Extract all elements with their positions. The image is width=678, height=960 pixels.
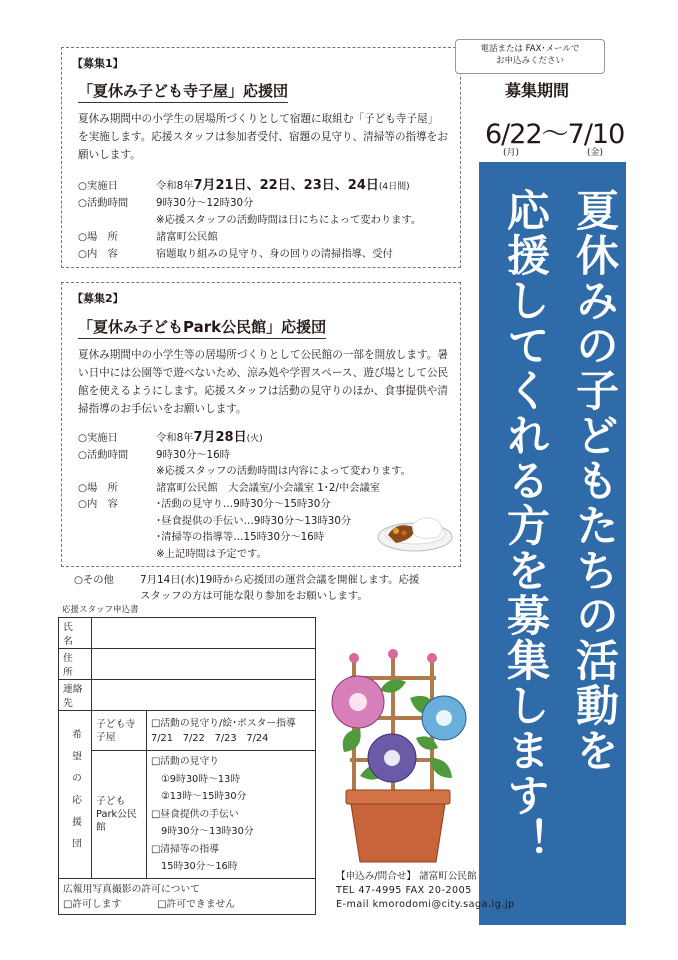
detail-key: ○内 容 — [78, 248, 118, 260]
contact-label: 連絡先 — [59, 680, 92, 711]
detail-row — [78, 212, 421, 228]
detail-row — [78, 195, 253, 211]
detail-value: ･昼食提供の手伝い…9時30分～13時30分 — [156, 514, 352, 527]
detail-value: ※上記時間は予定です。 — [156, 547, 267, 560]
wish-label: 希望の応援団 — [59, 711, 92, 879]
park-options — [147, 751, 316, 879]
detail-row — [78, 480, 380, 496]
park-option: 15時30分～16時 — [161, 861, 238, 873]
park-option: ②13時～15時30分 — [161, 791, 247, 803]
recruit1-title: 「夏休み子ども寺子屋」応援団 — [78, 80, 288, 103]
terakoya-label: 子ども寺子屋 — [92, 711, 147, 751]
other-row — [74, 572, 419, 588]
detail-row — [78, 430, 263, 447]
detail-value: ※応援スタッフの活動時間は日にちによって変わります。 — [156, 214, 422, 226]
address-field[interactable] — [92, 649, 316, 680]
form-caption: 応援スタッフ申込書 — [62, 605, 139, 615]
detail-row — [78, 546, 267, 562]
detail-value: 9時30分～16時 — [156, 448, 230, 461]
detail-row — [78, 496, 331, 512]
period-end-day: (金) — [587, 148, 604, 158]
detail-row — [78, 529, 324, 545]
detail-key: ○活動時間 — [78, 448, 129, 461]
recruit1-tag: 【募集1】 — [72, 57, 124, 70]
detail-value: ･活動の見守り…9時30分～15時30分 — [156, 498, 331, 510]
application-form — [58, 617, 316, 915]
detail-key: ○場 所 — [78, 481, 118, 494]
terakoya-option[interactable]: □活動の見守り/絵･ポスター指導 — [151, 717, 296, 729]
detail-row — [78, 513, 351, 529]
detail-row — [78, 447, 230, 463]
photo-question: 広報用写真撮影の許可について — [63, 883, 200, 895]
name-field[interactable] — [92, 618, 316, 649]
detail-row — [78, 463, 411, 479]
other-line2: スタッフの方は可能な限り参加をお願いします。 — [140, 590, 368, 602]
contact-block — [336, 870, 515, 912]
park-label: 子どもPark公民館 — [92, 751, 147, 879]
contact-line2: TEL 47-4995 FAX 20-2005 — [336, 885, 472, 896]
recruit1-desc: 夏休み期間中の小学生の居場所づくりとして宿題に取組む「子ども寺子屋」を実施します。応援スタッフは参加者受付、宿題の見守り、清掃等の指導をお願いします。 — [78, 113, 448, 161]
detail-date: 7月21日、22日、23日、24日 — [193, 178, 379, 193]
headline-col2: 応援してくれる方を募集します！ — [500, 188, 550, 863]
detail-value: 宿題取り組みの見守り、身の回りの清掃指導、受付 — [156, 248, 393, 260]
detail-key: ○実施日 — [78, 432, 118, 444]
bubble-line2: お申込みください — [495, 56, 564, 66]
recruit2-title: 「夏休み子どもPark公民館」応援団 — [78, 316, 326, 339]
detail-key: ○実施日 — [78, 180, 118, 192]
name-label: 氏 名 — [59, 618, 92, 649]
address-label: 住 所 — [59, 649, 92, 680]
period-start-day: (月) — [503, 148, 520, 158]
apply-method-bubble — [455, 39, 605, 74]
terakoya-dates: 7/21 7/22 7/23 7/24 — [151, 732, 269, 744]
detail-row — [78, 178, 410, 195]
detail-key: ○活動時間 — [78, 197, 129, 209]
curry-rice-illustration — [376, 503, 454, 555]
detail-value: 令和8年 — [156, 180, 194, 192]
morning-glory-illustration — [320, 638, 480, 870]
photo-allow-checkbox[interactable]: □許可します — [63, 898, 122, 910]
recruit2-tag: 【募集2】 — [72, 292, 124, 305]
detail-value: 令和8年 — [156, 432, 194, 444]
park-option[interactable]: □昼食提供の手伝い — [151, 808, 239, 820]
detail-value: ･清掃等の指導等…15時30分～16時 — [156, 531, 325, 543]
period-end: 7/10 — [567, 119, 625, 150]
recruit2-desc: 夏休み期間中の小学生等の居場所づくりとして公民館の一部を開放します。暑い日中には公園等で遊べないため、涼み処や学習スペース、遊び場として公民館を使えるようにします。応援スタッフは活動の見守りのほか、食事提供や清掃指導のお手伝いをお願いします。 — [78, 349, 449, 415]
other-key: ○その他 — [74, 574, 114, 586]
detail-row — [78, 229, 218, 245]
contact-line1: 【申込み/問合せ】 諸富町公民館 — [336, 871, 477, 882]
detail-date: 7月28日 — [193, 430, 247, 445]
detail-key: ○場 所 — [78, 231, 118, 243]
park-option[interactable]: □活動の見守り — [151, 756, 220, 768]
detail-value: 9時30分～12時30分 — [156, 197, 254, 209]
detail-value: ※応援スタッフの活動時間は内容によって変わります。 — [156, 465, 411, 477]
detail-value: 諸富町公民館 — [156, 231, 218, 243]
bubble-line1: 電話または FAX･メールで — [480, 44, 580, 54]
photo-deny-checkbox[interactable]: □許可できません — [157, 898, 236, 910]
period-start: 6/22 — [485, 119, 542, 150]
detail-row — [78, 246, 393, 262]
contact-line3: E-mail kmorodomi@city.saga.lg.jp — [336, 899, 515, 910]
park-option[interactable]: □清掃等の指導 — [151, 843, 220, 855]
period-label: 募集期間 — [505, 81, 570, 100]
park-option: 9時30分～13時30分 — [161, 826, 254, 838]
period-sep: ～ — [541, 119, 568, 150]
headline-col1: 夏休みの子どもたちの活動を — [569, 188, 619, 773]
contact-field[interactable] — [92, 680, 316, 711]
park-option: ①9時30時～13時 — [161, 773, 241, 785]
detail-value: 諸富町公民館 大会議室/小会議室 1･2/中会議室 — [156, 481, 381, 494]
detail-key: ○内 容 — [78, 498, 118, 510]
other-line1: 7月14日(水)19時から応援団の運営会議を開催します。応援 — [140, 574, 420, 586]
detail-weekday: (火) — [246, 434, 263, 444]
detail-weekday: (4日間) — [378, 182, 410, 192]
